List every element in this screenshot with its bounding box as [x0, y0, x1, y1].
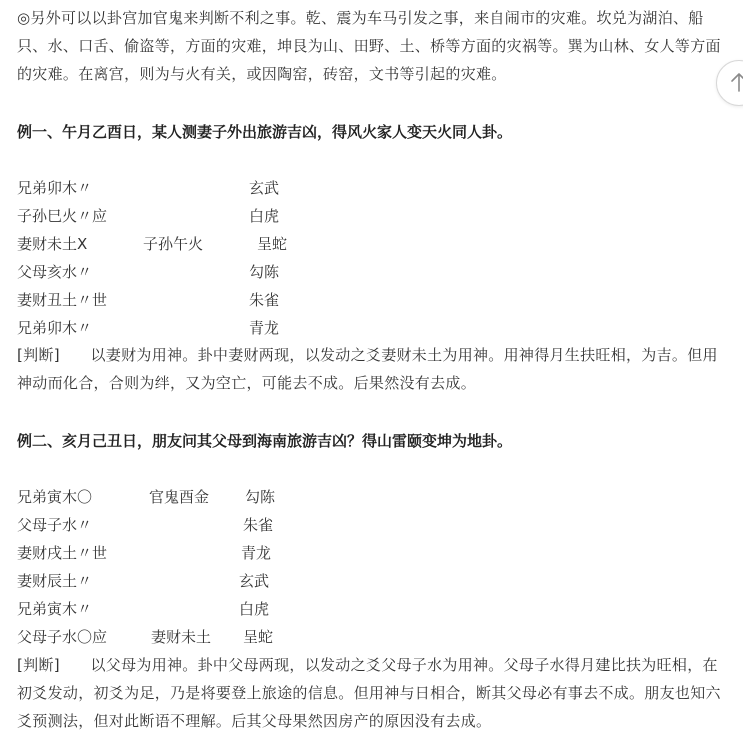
- hexagram-line: [17, 598, 317, 620]
- hexagram-line: [17, 205, 317, 227]
- intro-paragraph: ◎另外可以以卦宫加官鬼来判断不利之事。乾、震为车马引发之事，来自闹市的灾难。坎兑为湖泊、船只、水、口舌、偷盗等，方面的灾难，坤艮为山、田野、土、桥等方面的灾祸等。巽为山林、女人等方面的灾难。在离宫，则为与火有关，或因陶窑，砖窑，文书等引起的灾难。: [17, 9, 721, 83]
- line-yao: 子孙巳火〃应: [17, 207, 108, 225]
- hexagram-line: [17, 261, 317, 283]
- line-yao: 妻财辰土〃: [17, 572, 93, 590]
- line-yao: 父母亥水〃: [17, 263, 93, 281]
- line-yao: 父母子水〇应: [17, 628, 108, 646]
- arrow-up-icon: [729, 71, 743, 93]
- hexagram-line: [17, 542, 317, 564]
- line-yao: 兄弟寅木〇: [17, 488, 93, 506]
- hexagram-line: [17, 177, 317, 199]
- line-spirit: 朱雀: [243, 516, 274, 534]
- example-2-judgment: [判断] 以父母为用神。卦中父母两现，以发动之爻父母子水为用神。父母子水得月建比扶为旺相，在初爻发动，初爻为足，乃是将要登上旅途的信息。但用神与日相合，断其父母必有事去不成。朋友也知六爻预测法，但对此断语不理解。后其父母果然因房产的原因没有去成。: [17, 656, 721, 730]
- line-spirit: 呈蛇: [243, 628, 274, 646]
- line-changed: 子孙午火: [143, 235, 204, 253]
- line-spirit: 白虎: [249, 207, 280, 225]
- line-spirit: 勾陈: [245, 488, 276, 506]
- line-yao: 妻财未土Ⅹ: [17, 235, 88, 253]
- line-yao: 兄弟卯木〃: [17, 319, 93, 337]
- hexagram-line: [17, 626, 317, 648]
- line-yao: 父母子水〃: [17, 516, 93, 534]
- line-spirit: 青龙: [249, 319, 280, 337]
- line-spirit: 呈蛇: [257, 235, 288, 253]
- line-changed: 官鬼酉金: [149, 488, 210, 506]
- line-spirit: 玄武: [249, 179, 280, 197]
- hexagram-line: [17, 317, 317, 339]
- example-1-title: 例一、午月乙酉日，某人测妻子外出旅游吉凶，得风火家人变天火同人卦。: [17, 123, 513, 141]
- hexagram-line: [17, 570, 317, 592]
- line-spirit: 玄武: [239, 572, 270, 590]
- hexagram-line: [17, 486, 317, 508]
- line-spirit: 青龙: [241, 544, 272, 562]
- line-yao: 兄弟卯木〃: [17, 179, 93, 197]
- example-1-judgment: [判断] 以妻财为用神。卦中妻财两现，以发动之爻妻财未土为用神。用神得月生扶旺相，为吉。但用神动而化合，合则为绊，又为空亡，可能去不成。后果然没有去成。: [17, 346, 718, 392]
- line-spirit: 朱雀: [249, 291, 280, 309]
- hexagram-line: [17, 233, 317, 255]
- line-spirit: 勾陈: [249, 263, 280, 281]
- example-2-title: 例二、亥月己丑日，朋友问其父母到海南旅游吉凶？得山雷颐变坤为地卦。: [17, 432, 513, 450]
- line-changed: 妻财未土: [151, 628, 212, 646]
- hexagram-line: [17, 289, 317, 311]
- line-spirit: 白虎: [239, 600, 270, 618]
- hexagram-line: [17, 514, 317, 536]
- line-yao: 妻财戌土〃世: [17, 544, 108, 562]
- line-yao: 妻财丑土〃世: [17, 291, 108, 309]
- line-yao: 兄弟寅木〃: [17, 600, 93, 618]
